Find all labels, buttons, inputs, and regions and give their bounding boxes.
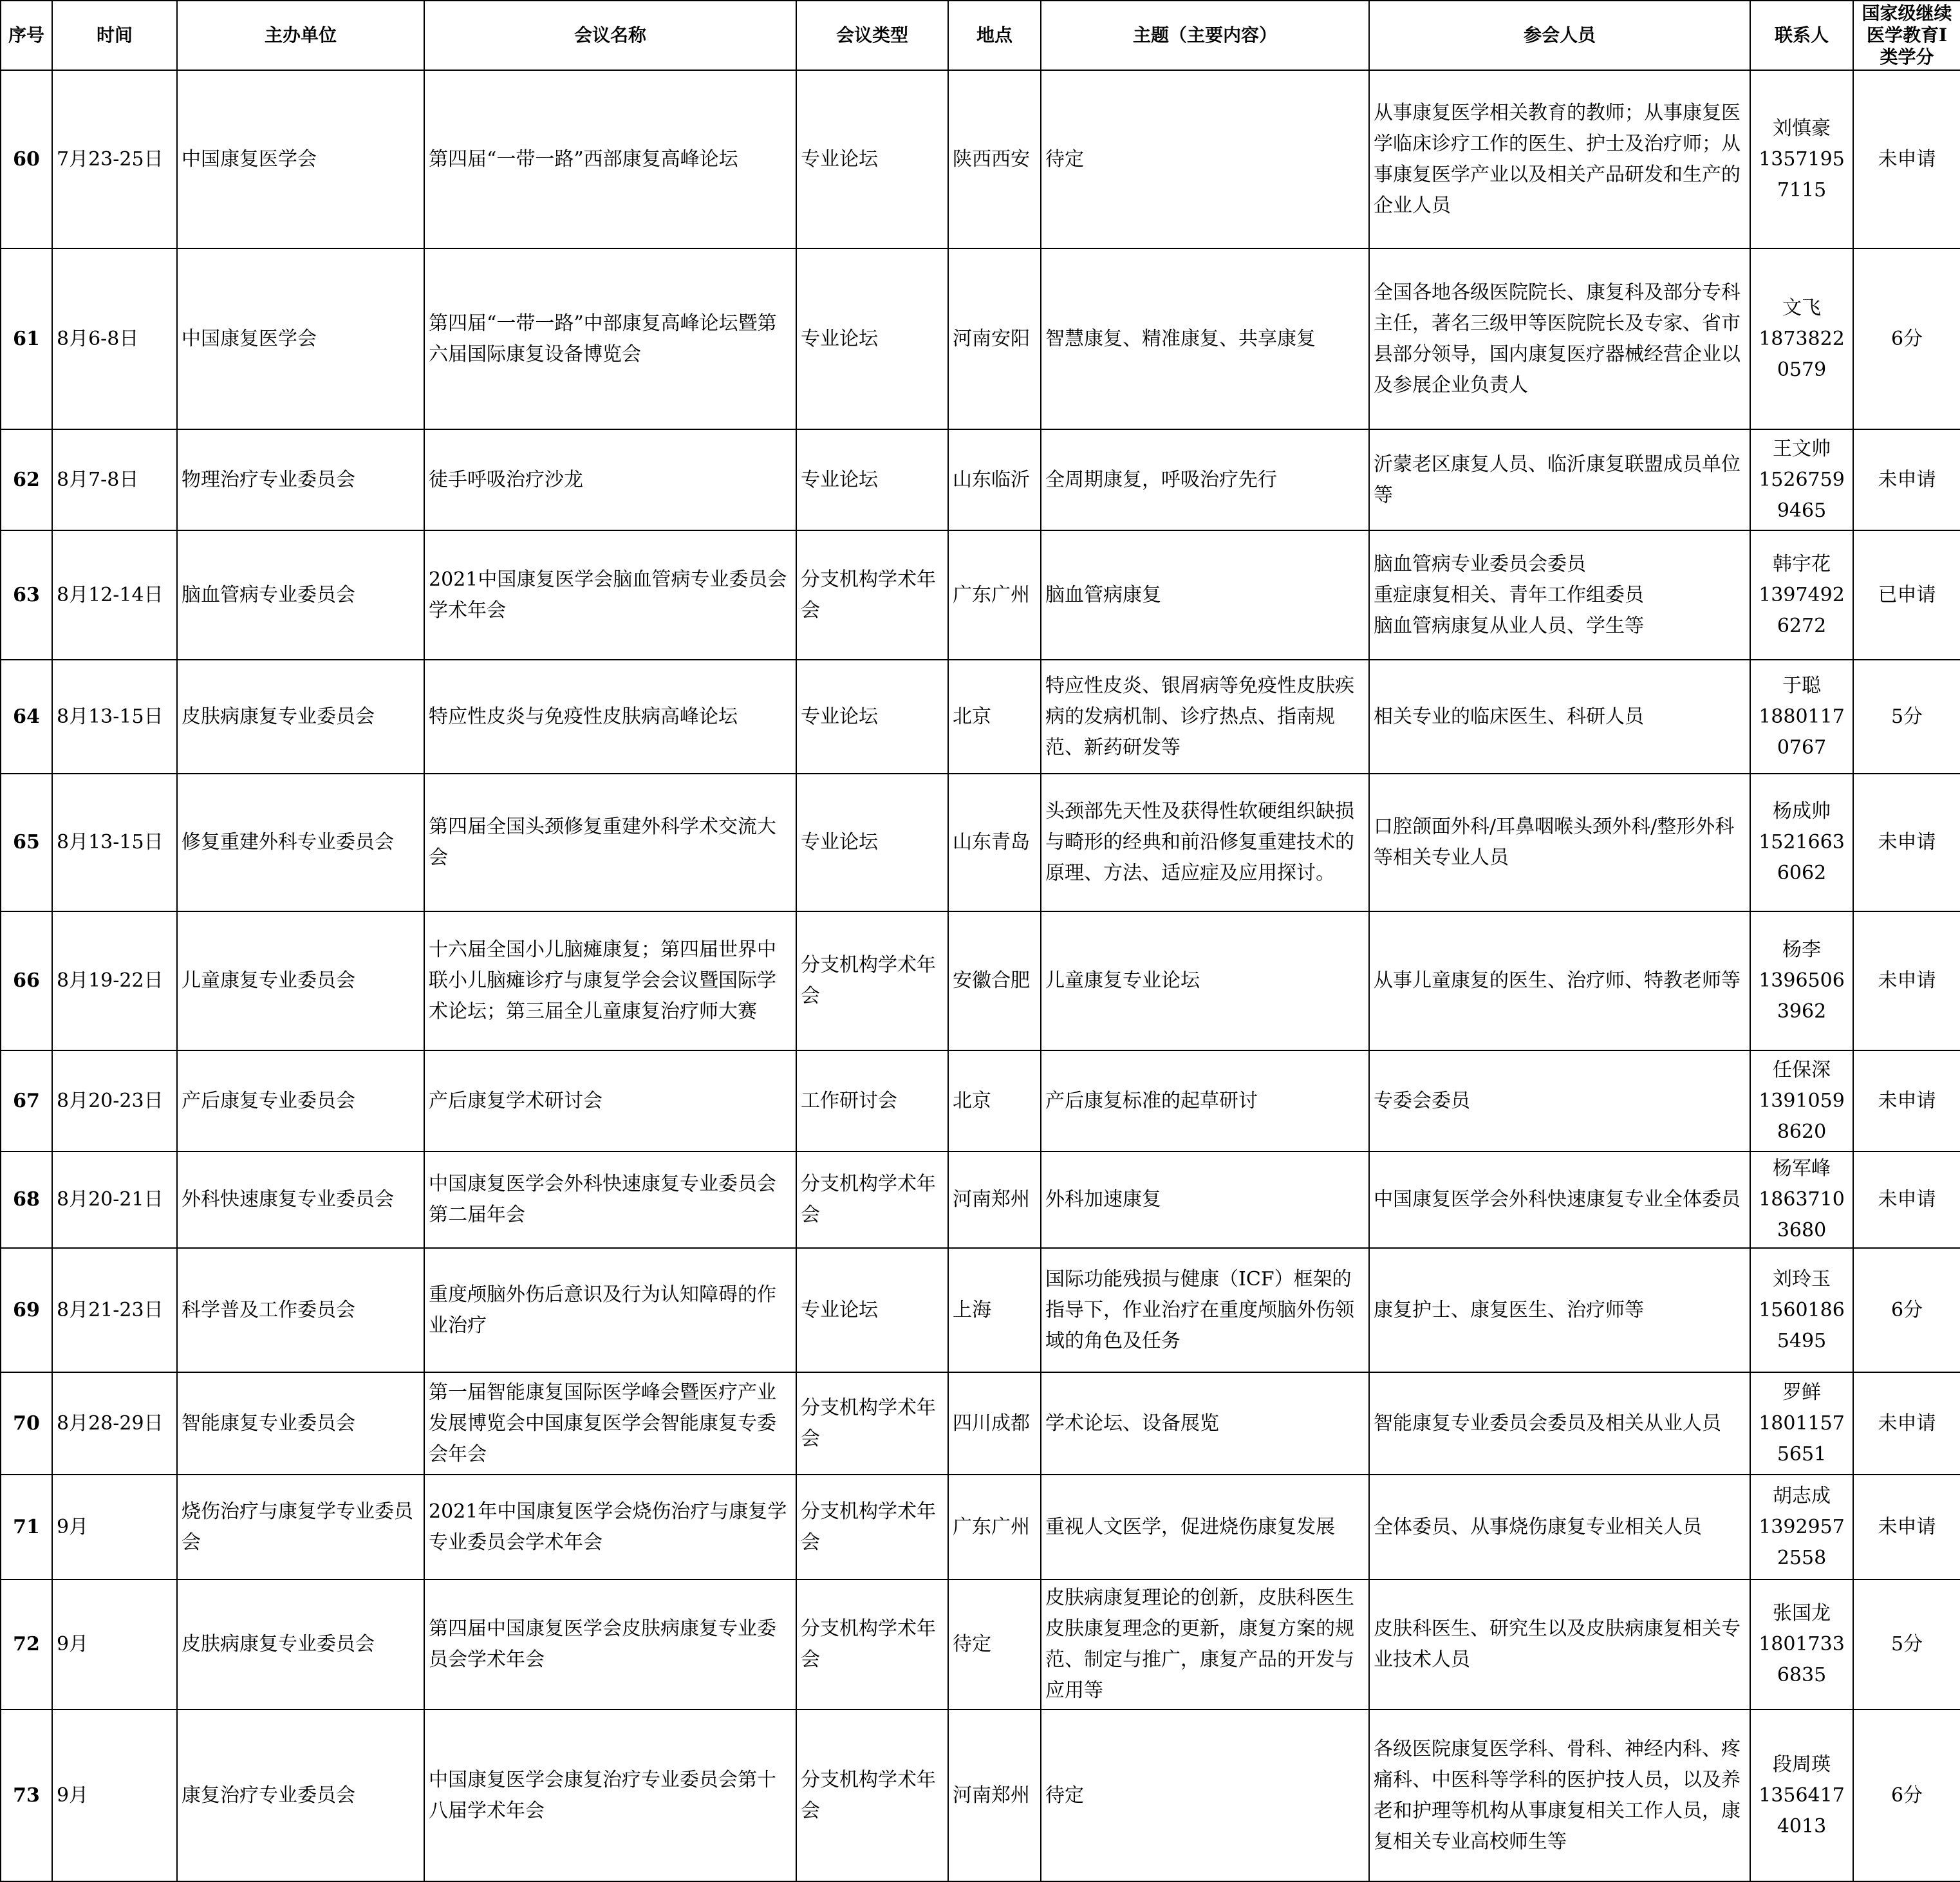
- cell-host: 烧伤治疗与康复学专业委员会: [177, 1475, 424, 1579]
- table-row: [1, 429, 1960, 530]
- header-no: 序号: [1, 1, 52, 70]
- table-row: [1, 1151, 1960, 1248]
- table-row: [1, 911, 1960, 1050]
- header-place: 地点: [948, 1, 1041, 70]
- contact-name: 于聪: [1782, 674, 1821, 697]
- cell-type: 分支机构学术年会: [796, 911, 948, 1050]
- cell-time: 8月6-8日: [52, 248, 177, 429]
- cell-attendees: 相关专业的临床医生、科研人员: [1369, 660, 1750, 774]
- cell-name: 徒手呼吸治疗沙龙: [424, 429, 796, 530]
- contact-name: 王文帅: [1773, 437, 1831, 460]
- contact-phone: 18017336835: [1759, 1633, 1845, 1686]
- cell-host: 儿童康复专业委员会: [177, 911, 424, 1050]
- cell-place: 广东广州: [948, 1475, 1041, 1579]
- cell-credit: 未申请: [1853, 429, 1960, 530]
- cell-topic: 皮肤病康复理论的创新，皮肤科医生皮肤康复理念的更新，康复方案的规范、制定与推广，康复产品的开发与应用等: [1041, 1579, 1369, 1710]
- cell-time: 9月: [52, 1579, 177, 1710]
- cell-time: 8月28-29日: [52, 1372, 177, 1475]
- cell-type: 专业论坛: [796, 248, 948, 429]
- cell-topic: 头颈部先天性及获得性软硬组织缺损与畸形的经典和前沿修复重建技术的原理、方法、适应症及应用探讨。: [1041, 774, 1369, 911]
- cell-contact: [1750, 1050, 1853, 1151]
- cell-place: 四川成都: [948, 1372, 1041, 1475]
- cell-no: 68: [1, 1151, 52, 1248]
- cell-host: 脑血管病专业委员会: [177, 530, 424, 660]
- contact-phone: 13929572558: [1759, 1515, 1845, 1569]
- cell-contact: [1750, 1475, 1853, 1579]
- contact-name: 文飞: [1782, 296, 1821, 319]
- contact-phone: 13564174013: [1759, 1784, 1845, 1838]
- cell-type: 分支机构学术年会: [796, 1475, 948, 1579]
- header-contact: 联系人: [1750, 1, 1853, 70]
- table-row: [1, 248, 1960, 429]
- cell-time: 7月23-25日: [52, 70, 177, 248]
- cell-attendees: 皮肤科医生、研究生以及皮肤病康复相关专业技术人员: [1369, 1579, 1750, 1710]
- cell-host: 皮肤病康复专业委员会: [177, 1579, 424, 1710]
- cell-attendees: 智能康复专业委员会委员及相关从业人员: [1369, 1372, 1750, 1475]
- cell-no: 71: [1, 1475, 52, 1579]
- cell-credit: 未申请: [1853, 70, 1960, 248]
- cell-contact: [1750, 1579, 1853, 1710]
- cell-time: 8月13-15日: [52, 660, 177, 774]
- cell-attendees: 专委会委员: [1369, 1050, 1750, 1151]
- contact-phone: 13910598620: [1759, 1089, 1845, 1143]
- cell-credit: 未申请: [1853, 1372, 1960, 1475]
- contact-name: 罗鲜: [1782, 1381, 1821, 1404]
- cell-credit: 未申请: [1853, 1050, 1960, 1151]
- cell-topic: 学术论坛、设备展览: [1041, 1372, 1369, 1475]
- contact-phone: 18801170767: [1759, 705, 1845, 759]
- cell-credit: 未申请: [1853, 774, 1960, 911]
- table-row: [1, 1579, 1960, 1710]
- cell-no: 64: [1, 660, 52, 774]
- cell-place: 上海: [948, 1248, 1041, 1372]
- cell-name: 特应性皮炎与免疫性皮肤病高峰论坛: [424, 660, 796, 774]
- cell-time: 8月7-8日: [52, 429, 177, 530]
- cell-credit: 6分: [1853, 1710, 1960, 1881]
- cell-attendees: 沂蒙老区康复人员、临沂康复联盟成员单位等: [1369, 429, 1750, 530]
- header-topic: 主题（主要内容）: [1041, 1, 1369, 70]
- cell-attendees: 各级医院康复医学科、骨科、神经内科、疼痛科、中医科等学科的医护技人员，以及养老和护理等机构从事康复相关工作人员，康复相关专业高校师生等: [1369, 1710, 1750, 1881]
- cell-place: 河南安阳: [948, 248, 1041, 429]
- cell-name: 2021年中国康复医学会烧伤治疗与康复学专业委员会学术年会: [424, 1475, 796, 1579]
- cell-type: 分支机构学术年会: [796, 530, 948, 660]
- header-row: [1, 1, 1960, 70]
- cell-type: 专业论坛: [796, 1248, 948, 1372]
- cell-time: 8月19-22日: [52, 911, 177, 1050]
- cell-contact: [1750, 429, 1853, 530]
- contact-phone: 18738220579: [1759, 327, 1845, 381]
- cell-credit: 已申请: [1853, 530, 1960, 660]
- cell-no: 69: [1, 1248, 52, 1372]
- cell-contact: [1750, 1151, 1853, 1248]
- header-time: 时间: [52, 1, 177, 70]
- cell-type: 工作研讨会: [796, 1050, 948, 1151]
- cell-name: 第一届智能康复国际医学峰会暨医疗产业发展博览会中国康复医学会智能康复专委会年会: [424, 1372, 796, 1475]
- cell-host: 修复重建外科专业委员会: [177, 774, 424, 911]
- cell-name: 第四届“一带一路”西部康复高峰论坛: [424, 70, 796, 248]
- cell-no: 65: [1, 774, 52, 911]
- cell-credit: 6分: [1853, 248, 1960, 429]
- cell-place: 河南郑州: [948, 1151, 1041, 1248]
- header-attendees: 参会人员: [1369, 1, 1750, 70]
- cell-name: 中国康复医学会康复治疗专业委员会第十八届学术年会: [424, 1710, 796, 1881]
- cell-place: 北京: [948, 660, 1041, 774]
- cell-name: 重度颅脑外伤后意识及行为认知障碍的作业治疗: [424, 1248, 796, 1372]
- contact-phone: 18011575651: [1759, 1412, 1845, 1466]
- cell-contact: [1750, 70, 1853, 248]
- cell-contact: [1750, 1710, 1853, 1881]
- cell-no: 67: [1, 1050, 52, 1151]
- cell-attendees: 口腔颌面外科/耳鼻咽喉头颈外科/整形外科等相关专业人员: [1369, 774, 1750, 911]
- contact-phone: 15216636062: [1759, 831, 1845, 884]
- cell-time: 8月13-15日: [52, 774, 177, 911]
- cell-no: 63: [1, 530, 52, 660]
- header-host: 主办单位: [177, 1, 424, 70]
- cell-topic: 产后康复标准的起草研讨: [1041, 1050, 1369, 1151]
- table-row: [1, 530, 1960, 660]
- cell-place: 北京: [948, 1050, 1041, 1151]
- contact-phone: 13965063962: [1759, 969, 1845, 1023]
- contact-name: 胡志成: [1773, 1484, 1831, 1507]
- cell-no: 60: [1, 70, 52, 248]
- cell-time: 8月12-14日: [52, 530, 177, 660]
- contact-name: 张国龙: [1773, 1602, 1831, 1625]
- cell-host: 智能康复专业委员会: [177, 1372, 424, 1475]
- cell-name: 中国康复医学会外科快速康复专业委员会第二届年会: [424, 1151, 796, 1248]
- contact-name: 杨成帅: [1773, 800, 1831, 823]
- table-row: [1, 660, 1960, 774]
- cell-type: 分支机构学术年会: [796, 1151, 948, 1248]
- cell-attendees: 全国各地各级医院院长、康复科及部分专科主任，著名三级甲等医院院长及专家、省市县部分领导，国内康复医疗器械经营企业以及参展企业负责人: [1369, 248, 1750, 429]
- cell-place: 山东临沂: [948, 429, 1041, 530]
- cell-credit: 5分: [1853, 660, 1960, 774]
- cell-host: 中国康复医学会: [177, 248, 424, 429]
- cell-no: 70: [1, 1372, 52, 1475]
- cell-name: 十六届全国小儿脑瘫康复；第四届世界中联小儿脑瘫诊疗与康复学会会议暨国际学术论坛；第三届全儿童康复治疗师大赛: [424, 911, 796, 1050]
- contact-phone: 18637103680: [1759, 1188, 1845, 1242]
- cell-type: 专业论坛: [796, 774, 948, 911]
- cell-name: 第四届全国头颈修复重建外科学术交流大会: [424, 774, 796, 911]
- contact-phone: 13974926272: [1759, 583, 1845, 637]
- cell-credit: 未申请: [1853, 911, 1960, 1050]
- cell-topic: 外科加速康复: [1041, 1151, 1369, 1248]
- cell-type: 分支机构学术年会: [796, 1710, 948, 1881]
- contact-name: 韩宇花: [1773, 552, 1831, 575]
- contact-name: 任保深: [1773, 1058, 1831, 1081]
- cell-host: 皮肤病康复专业委员会: [177, 660, 424, 774]
- cell-topic: 重视人文医学，促进烧伤康复发展: [1041, 1475, 1369, 1579]
- cell-time: 9月: [52, 1475, 177, 1579]
- cell-place: 陕西西安: [948, 70, 1041, 248]
- cell-type: 专业论坛: [796, 429, 948, 530]
- cell-contact: [1750, 1248, 1853, 1372]
- cell-no: 61: [1, 248, 52, 429]
- cell-credit: 未申请: [1853, 1475, 1960, 1579]
- contact-name: 杨李: [1782, 938, 1821, 961]
- cell-place: 待定: [948, 1579, 1041, 1710]
- cell-name: 产后康复学术研讨会: [424, 1050, 796, 1151]
- header-name: 会议名称: [424, 1, 796, 70]
- cell-attendees: 中国康复医学会外科快速康复专业全体委员: [1369, 1151, 1750, 1248]
- table-row: [1, 1050, 1960, 1151]
- cell-attendees: 全体委员、从事烧伤康复专业相关人员: [1369, 1475, 1750, 1579]
- cell-place: 河南郑州: [948, 1710, 1041, 1881]
- cell-attendees: 从事康复医学相关教育的教师；从事康复医学临床诊疗工作的医生、护士及治疗师；从事康复医学产业以及相关产品研发和生产的企业人员: [1369, 70, 1750, 248]
- cell-time: 8月20-23日: [52, 1050, 177, 1151]
- cell-topic: 国际功能残损与健康（ICF）框架的指导下，作业治疗在重度颅脑外伤领域的角色及任务: [1041, 1248, 1369, 1372]
- table-row: [1, 774, 1960, 911]
- cell-contact: [1750, 530, 1853, 660]
- cell-contact: [1750, 248, 1853, 429]
- contact-name: 刘玲玉: [1773, 1267, 1831, 1290]
- cell-topic: 儿童康复专业论坛: [1041, 911, 1369, 1050]
- cell-type: 分支机构学术年会: [796, 1579, 948, 1710]
- contact-phone: 15267599465: [1759, 468, 1845, 522]
- cell-name: 2021中国康复医学会脑血管病专业委员会学术年会: [424, 530, 796, 660]
- cell-place: 安徽合肥: [948, 911, 1041, 1050]
- contact-name: 刘慎豪: [1773, 116, 1831, 140]
- cell-topic: 智慧康复、精准康复、共享康复: [1041, 248, 1369, 429]
- cell-type: 专业论坛: [796, 70, 948, 248]
- cell-host: 产后康复专业委员会: [177, 1050, 424, 1151]
- header-credit: 国家级继续医学教育I类学分: [1853, 1, 1960, 70]
- table-row: [1, 1710, 1960, 1881]
- cell-credit: 6分: [1853, 1248, 1960, 1372]
- cell-name: 第四届“一带一路”中部康复高峰论坛暨第六届国际康复设备博览会: [424, 248, 796, 429]
- contact-phone: 13571957115: [1759, 147, 1845, 201]
- cell-topic: 待定: [1041, 1710, 1369, 1881]
- cell-time: 8月20-21日: [52, 1151, 177, 1248]
- contact-phone: 15601865495: [1759, 1298, 1845, 1352]
- cell-credit: 5分: [1853, 1579, 1960, 1710]
- contact-name: 杨军峰: [1773, 1157, 1831, 1180]
- cell-host: 康复治疗专业委员会: [177, 1710, 424, 1881]
- contact-name: 段周瑛: [1773, 1753, 1831, 1776]
- cell-host: 物理治疗专业委员会: [177, 429, 424, 530]
- cell-no: 62: [1, 429, 52, 530]
- header-type: 会议类型: [796, 1, 948, 70]
- cell-no: 73: [1, 1710, 52, 1881]
- cell-place: 广东广州: [948, 530, 1041, 660]
- cell-contact: [1750, 660, 1853, 774]
- cell-contact: [1750, 774, 1853, 911]
- table-row: [1, 1248, 1960, 1372]
- table-row: [1, 1475, 1960, 1579]
- cell-topic: 特应性皮炎、银屑病等免疫性皮肤疾病的发病机制、诊疗热点、指南规范、新药研发等: [1041, 660, 1369, 774]
- cell-type: 专业论坛: [796, 660, 948, 774]
- cell-no: 72: [1, 1579, 52, 1710]
- cell-no: 66: [1, 911, 52, 1050]
- cell-attendees: 从事儿童康复的医生、治疗师、特教老师等: [1369, 911, 1750, 1050]
- cell-name: 第四届中国康复医学会皮肤病康复专业委员会学术年会: [424, 1579, 796, 1710]
- cell-contact: [1750, 911, 1853, 1050]
- cell-topic: 脑血管病康复: [1041, 530, 1369, 660]
- cell-host: 科学普及工作委员会: [177, 1248, 424, 1372]
- cell-contact: [1750, 1372, 1853, 1475]
- cell-type: 分支机构学术年会: [796, 1372, 948, 1475]
- cell-topic: 待定: [1041, 70, 1369, 248]
- cell-host: 中国康复医学会: [177, 70, 424, 248]
- cell-time: 8月21-23日: [52, 1248, 177, 1372]
- cell-attendees: 康复护士、康复医生、治疗师等: [1369, 1248, 1750, 1372]
- cell-time: 9月: [52, 1710, 177, 1881]
- table-row: [1, 1372, 1960, 1475]
- cell-credit: 未申请: [1853, 1151, 1960, 1248]
- table-row: [1, 70, 1960, 248]
- cell-host: 外科快速康复专业委员会: [177, 1151, 424, 1248]
- cell-topic: 全周期康复，呼吸治疗先行: [1041, 429, 1369, 530]
- cell-place: 山东青岛: [948, 774, 1041, 911]
- cell-attendees: 脑血管病专业委员会委员 重症康复相关、青年工作组委员 脑血管病康复从业人员、学生等: [1369, 530, 1750, 660]
